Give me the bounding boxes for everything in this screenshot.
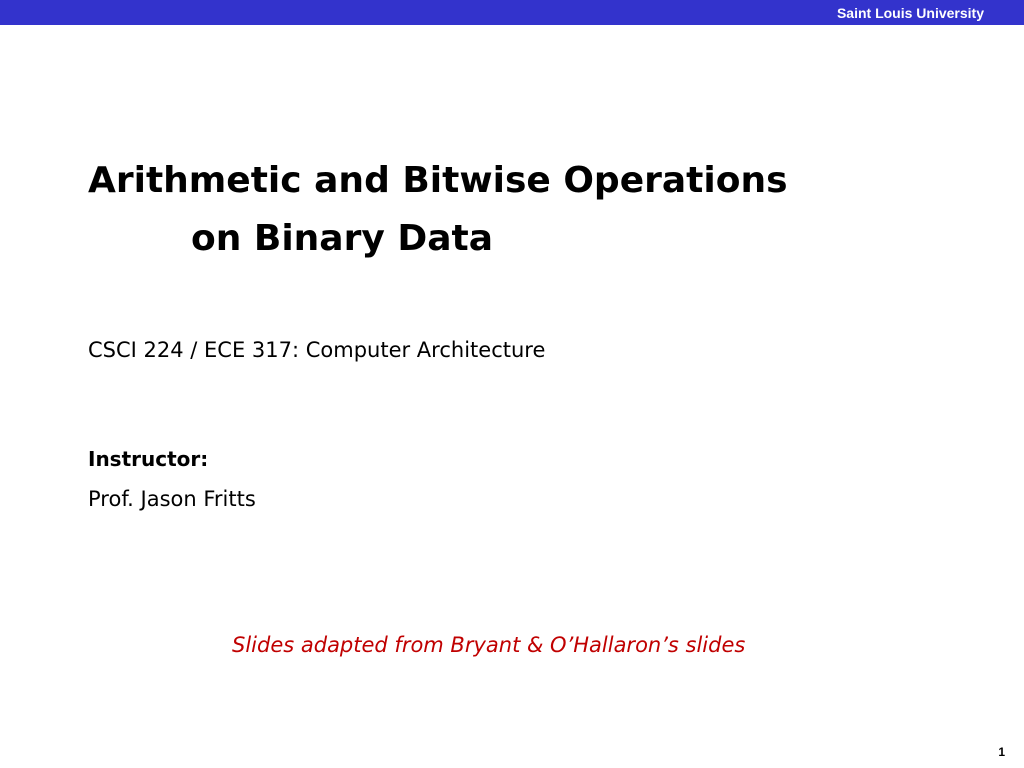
title-line-2: on Binary Data	[191, 218, 494, 259]
instructor-label: Instructor:	[88, 447, 209, 471]
page-number: 1	[998, 745, 1005, 759]
slides-credit: Slides adapted from Bryant & O’Hallaron’s slides	[232, 633, 746, 657]
university-name: Saint Louis University	[836, 5, 984, 21]
title-line-1: Arithmetic and Bitwise Operations	[88, 160, 788, 201]
course-name: CSCI 224 / ECE 317: Computer Architecture	[88, 338, 546, 362]
header-bar	[0, 0, 1024, 25]
instructor-name: Prof. Jason Fritts	[88, 487, 256, 511]
slide-title	[88, 152, 788, 268]
